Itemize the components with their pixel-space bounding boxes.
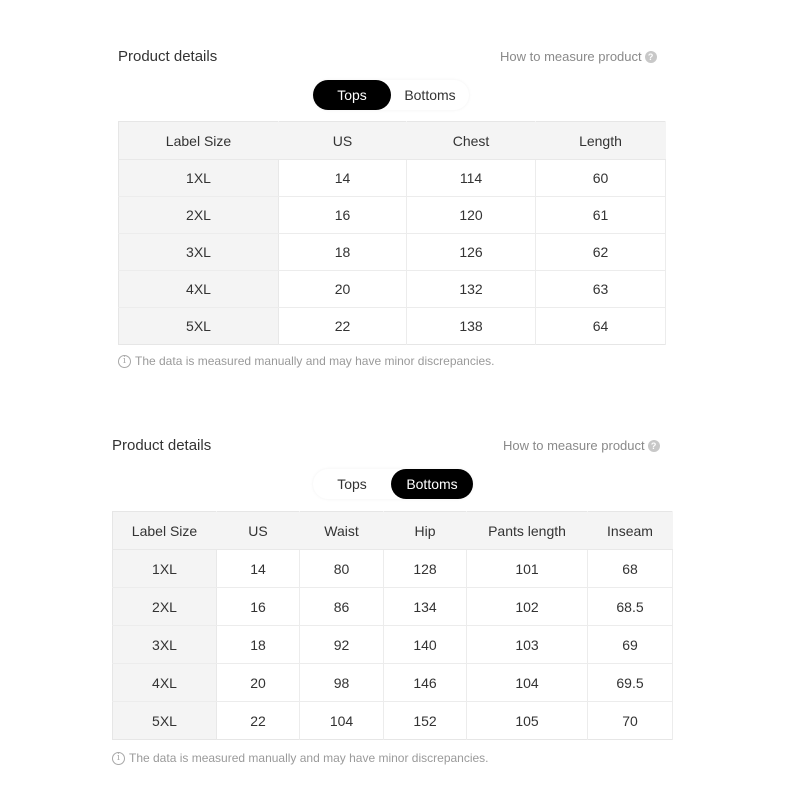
- table-cell: 68.5: [588, 588, 673, 626]
- question-circle-icon: ?: [645, 51, 657, 63]
- table-cell: 3XL: [119, 234, 279, 271]
- table-cell: 20: [217, 664, 300, 702]
- table-cell: 61: [536, 197, 666, 234]
- table-cell: 140: [384, 626, 467, 664]
- table-cell: 62: [536, 234, 666, 271]
- column-header: Label Size: [113, 512, 217, 550]
- column-header: Waist: [300, 512, 384, 550]
- table-row: [113, 702, 673, 740]
- column-header: Pants length: [467, 512, 588, 550]
- table-cell: 3XL: [113, 626, 217, 664]
- table-cell: 64: [536, 308, 666, 345]
- table-cell: 22: [217, 702, 300, 740]
- table-cell: 104: [467, 664, 588, 702]
- disclaimer: [112, 751, 489, 765]
- table-cell: 63: [536, 271, 666, 308]
- table-cell: 114: [407, 160, 536, 197]
- table-cell: 126: [407, 234, 536, 271]
- info-circle-icon: i: [118, 355, 131, 368]
- info-circle-icon: i: [112, 752, 125, 765]
- table-cell: 105: [467, 702, 588, 740]
- table-cell: 69: [588, 626, 673, 664]
- table-cell: 138: [407, 308, 536, 345]
- column-header: Hip: [384, 512, 467, 550]
- table-cell: 132: [407, 271, 536, 308]
- question-circle-icon: ?: [648, 440, 660, 452]
- table-cell: 102: [467, 588, 588, 626]
- table-cell: 146: [384, 664, 467, 702]
- column-header: US: [279, 122, 407, 160]
- column-header: Label Size: [119, 122, 279, 160]
- table-cell: 103: [467, 626, 588, 664]
- disclaimer: [118, 354, 495, 368]
- column-header: Length: [536, 122, 666, 160]
- how-to-measure-label: How to measure product: [503, 438, 645, 453]
- table-cell: 20: [279, 271, 407, 308]
- panel-title: Product details: [112, 437, 212, 454]
- table-row: [113, 664, 673, 702]
- table-cell: 120: [407, 197, 536, 234]
- category-tabs: [313, 80, 469, 110]
- table-cell: 1XL: [113, 550, 217, 588]
- table-row: [119, 234, 666, 271]
- table-row: [113, 588, 673, 626]
- tab-tops[interactable]: Tops: [337, 476, 367, 492]
- disclaimer-text: The data is measured manually and may have minor discrepancies.: [129, 751, 489, 765]
- table-cell: 152: [384, 702, 467, 740]
- table-cell: 98: [300, 664, 384, 702]
- table-cell: 14: [217, 550, 300, 588]
- table-cell: 16: [217, 588, 300, 626]
- table-cell: 18: [217, 626, 300, 664]
- table-cell: 70: [588, 702, 673, 740]
- how-to-measure-link[interactable]: [500, 49, 657, 64]
- size-table: [112, 511, 673, 740]
- table-row: [119, 308, 666, 345]
- table-cell: 18: [279, 234, 407, 271]
- table-cell: 68: [588, 550, 673, 588]
- table-cell: 86: [300, 588, 384, 626]
- table-cell: 1XL: [119, 160, 279, 197]
- table-cell: 5XL: [113, 702, 217, 740]
- table-row: [119, 160, 666, 197]
- table-cell: 4XL: [119, 271, 279, 308]
- table-cell: 134: [384, 588, 467, 626]
- table-row: [119, 197, 666, 234]
- table-cell: 2XL: [113, 588, 217, 626]
- table-row: [113, 626, 673, 664]
- table-row: [113, 550, 673, 588]
- table-cell: 80: [300, 550, 384, 588]
- table-cell: 128: [384, 550, 467, 588]
- table-cell: 69.5: [588, 664, 673, 702]
- how-to-measure-link[interactable]: [503, 438, 660, 453]
- size-table: [118, 121, 666, 345]
- tab-bottoms[interactable]: Bottoms: [404, 87, 456, 103]
- table-cell: 92: [300, 626, 384, 664]
- table-cell: 5XL: [119, 308, 279, 345]
- column-header: US: [217, 512, 300, 550]
- category-tabs: [313, 469, 473, 499]
- table-cell: 14: [279, 160, 407, 197]
- column-header: Inseam: [588, 512, 673, 550]
- table-cell: 101: [467, 550, 588, 588]
- table-row: [119, 271, 666, 308]
- disclaimer-text: The data is measured manually and may have minor discrepancies.: [135, 354, 495, 368]
- table-cell: 104: [300, 702, 384, 740]
- table-cell: 22: [279, 308, 407, 345]
- tab-bottoms[interactable]: Bottoms: [391, 469, 473, 499]
- column-header: Chest: [407, 122, 536, 160]
- how-to-measure-label: How to measure product: [500, 49, 642, 64]
- tab-tops[interactable]: Tops: [313, 80, 391, 110]
- table-cell: 16: [279, 197, 407, 234]
- panel-title: Product details: [118, 48, 218, 65]
- table-cell: 60: [536, 160, 666, 197]
- table-cell: 4XL: [113, 664, 217, 702]
- table-cell: 2XL: [119, 197, 279, 234]
